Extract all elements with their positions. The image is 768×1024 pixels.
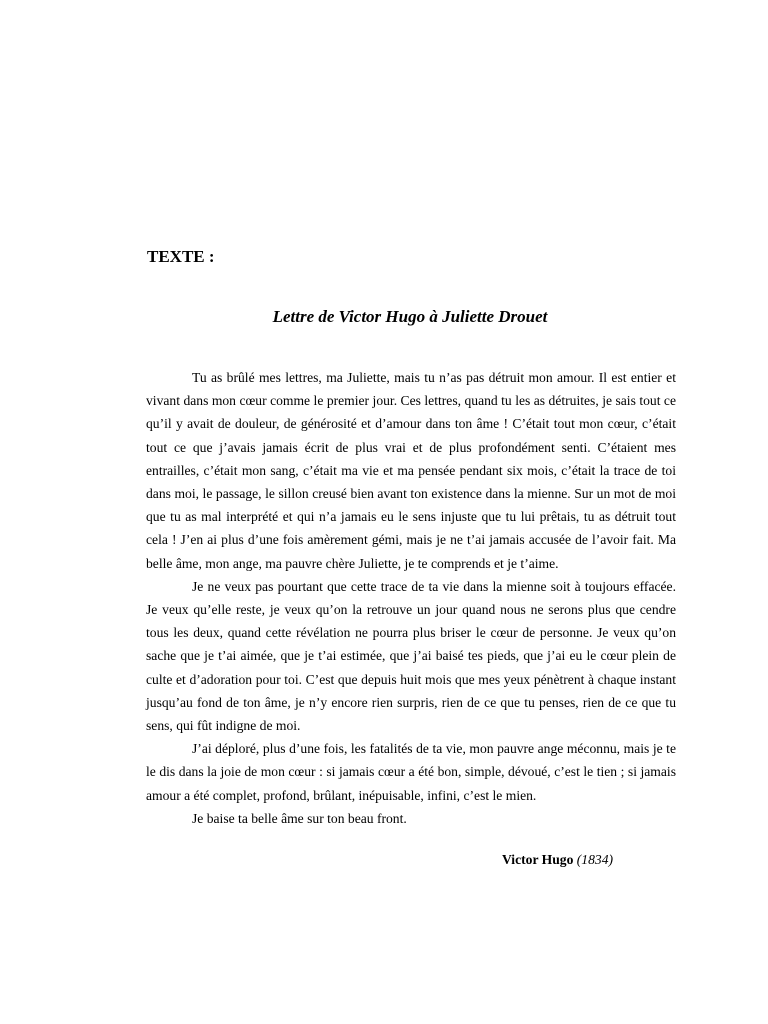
paragraph-3: J’ai déploré, plus d’une fois, les fatalités de ta vie, mon pauvre ange méconnu, mais je te le dis dans la joie de mon cœur : si jamais cœur a été bon, simple, dévoué, c’est le tien ; si jamais amour a été complet, profond, brûlant, inépuisable, infini, c’est le mien.: [146, 741, 676, 803]
signature-author: Victor Hugo: [502, 852, 574, 867]
paragraph-1: Tu as brûlé mes lettres, ma Juliette, mais tu n’as pas détruit mon amour. Il est entier et vivant dans mon cœur comme le premier jour. Ces lettres, quand tu les as détruites, je sais tout ce qu’il y avait de douleur, de générosité et d’amour dans ton âme ! C’était tout mon cœur, c’était tout ce que j’avais jamais écrit de plus vrai et de plus profondément senti. C’étaient mes entrailles, c’était mon sang, c’était ma vie et ma pensée pendant six mois, c’était la trace de toi dans moi, le passage, le sillon creusé bien avant ton existence dans la mienne. Sur un mot de moi que tu as mal interprété et qui n’a jamais eu le sens injuste que tu lui prêtais, tu as détruit tout cela ! J’en ai plus d’une fois amèrement gémi, mais je ne t’ai jamais accusée de l’avoir fait. Ma belle âme, mon ange, ma pauvre chère Juliette, je te comprends et je t’aime.: [146, 370, 676, 571]
letter-body: [146, 366, 676, 830]
letter-title: Lettre de Victor Hugo à Juliette Drouet: [272, 307, 548, 326]
paragraph-2: Je ne veux pas pourtant que cette trace de ta vie dans la mienne soit à toujours effacée. Je veux qu’elle reste, je veux qu’on la retrouve un jour quand nous ne serons plus que cendre tous les deux, quand cette révélation ne pourra plus briser le cœur de personne. Je veux qu’on sache que je t’ai aimée, que je t’ai estimée, que j’ai baisé tes pieds, que j’ai eu le cœur plein de culte et d’adoration pour toi. C’est que depuis huit mois que mes yeux pénètrent à chaque instant jusqu’au fond de ton âme, je n’y encore rien surpris, rien de ce que tu penses, rien de ce que tu sens, qui fût indigne de moi.: [146, 578, 676, 734]
signature: [502, 850, 613, 870]
signature-year: (1834): [576, 852, 614, 867]
section-heading: TEXTE :: [147, 247, 215, 266]
paragraph-4: Je baise ta belle âme sur ton beau front.: [192, 810, 407, 826]
